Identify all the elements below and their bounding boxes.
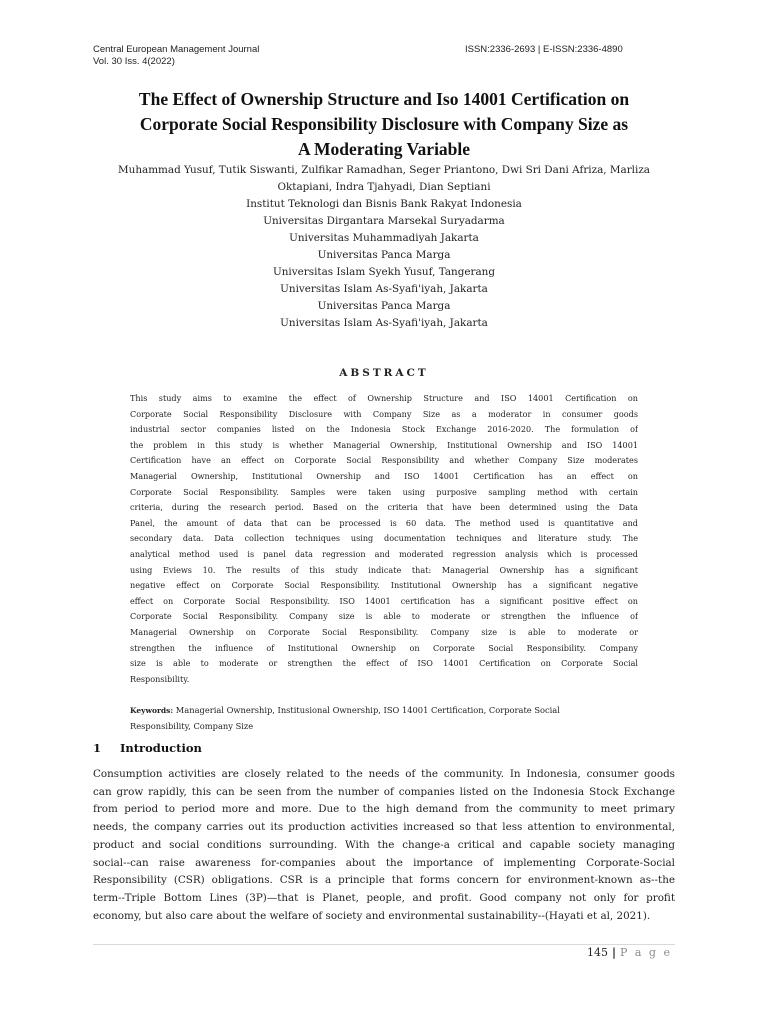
running-header-left xyxy=(93,44,259,67)
abstract-line: analytical method used is panel data regression and moderated regression analysis which is processed xyxy=(130,548,638,559)
affiliation: Universitas Panca Marga xyxy=(317,300,451,312)
affiliation: Universitas Islam As-Syafi'iyah, Jakarta xyxy=(280,317,488,329)
abstract-line: Corporate Social Responsibility Disclosure with Company Size as a moderator in consumer goods xyxy=(130,408,638,419)
abstract-body xyxy=(130,391,638,687)
affiliation: Universitas Islam As-Syafi'iyah, Jakarta xyxy=(280,283,488,295)
footer-divider xyxy=(93,944,675,945)
affiliation: Universitas Panca Marga xyxy=(317,249,451,261)
abstract-line: effect on Corporate Social Responsibility. ISO 14001 certification has a significant positive effect on xyxy=(130,595,638,606)
journal-volume: Vol. 30 Iss. 4(2022) xyxy=(93,55,175,67)
abstract-line: negative effect on Corporate Social Responsibility. Institutional Ownership has a significant negative xyxy=(130,580,638,591)
intro-line: social--can raise awareness for-companies about the importance of implementing Corporate-Social xyxy=(93,856,675,869)
intro-line: product and social conditions surrounding. With the change-a critical and capable society managing xyxy=(93,838,675,851)
author-block xyxy=(96,162,672,332)
paper-title xyxy=(60,87,708,162)
abstract-line: secondary data. Data collection techniques using documentation techniques and literature study. The xyxy=(130,533,638,544)
title-line: The Effect of Ownership Structure and Iso 14001 Certification on xyxy=(138,89,630,109)
abstract-line: Corporate Social Responsibility. Samples were taken using purposive sampling method with certain xyxy=(130,486,638,497)
journal-name: Central European Management Journal xyxy=(93,44,260,55)
affiliation: Universitas Muhammadiyah Jakarta xyxy=(289,232,479,244)
affiliation: Universitas Dirgantara Marsekal Suryadarma xyxy=(263,215,505,227)
section-number: 1 xyxy=(93,741,102,755)
intro-line: economy, but also care about the welfare of society and environmental sustainability--(Hayati et al, 2021). xyxy=(93,909,651,922)
abstract-line: using Eviews 10. The results of this study indicate that: Managerial Ownership has a significant xyxy=(130,564,638,575)
abstract-line: Corporate Social Responsibility. Company size is able to moderate or strengthen the influence of xyxy=(130,611,638,622)
section-heading xyxy=(93,741,202,755)
abstract-heading: ABSTRACT xyxy=(339,367,429,379)
abstract-line: size is able to moderate or strengthen the effect of ISO 14001 Certification on Corporate Social xyxy=(130,658,638,669)
abstract-line: Responsibility. xyxy=(130,673,190,684)
title-line: A Moderating Variable xyxy=(297,139,471,159)
footer-separator: | xyxy=(611,946,616,959)
page-footer xyxy=(587,946,672,959)
title-line: Corporate Social Responsibility Disclosure with Company Size as xyxy=(139,114,629,134)
intro-line: term--Triple Bottom Lines (3P)—that is Planet, people, and profit. Good company not only for profit xyxy=(93,891,675,904)
affiliation: Universitas Islam Syekh Yusuf, Tangerang xyxy=(272,266,496,278)
abstract-line: strengthen the influence of Institutional Ownership on Corporate Social Responsibility. Company xyxy=(130,642,638,653)
introduction-body xyxy=(93,766,675,925)
intro-line: from period to period more and more. Due to the high demand from the community to meet primary xyxy=(93,803,675,816)
abstract-line: Managerial Ownership, Institutional Ownership and ISO 14001 Certification has an effect on xyxy=(130,470,638,481)
section-title: Introduction xyxy=(120,741,202,755)
page-label: P a g e xyxy=(619,946,672,959)
keywords-label: Keywords: xyxy=(130,706,174,715)
affiliation: Institut Teknologi dan Bisnis Bank Rakyat Indonesia xyxy=(246,198,522,210)
abstract-line: industrial sector companies listed on the Indonesia Stock Exchange 2016-2020. The formulation of xyxy=(130,424,638,435)
intro-line: needs, the company carries out its production activities increased so that less attention to environmental, xyxy=(93,821,675,834)
keywords-block xyxy=(130,703,638,734)
intro-line: Responsibility (CSR) obligations. CSR is a principle that forms concern for environment-known as--the xyxy=(93,874,675,887)
abstract-line: criteria, during the research period. Based on the criteria that have been determined using the Data xyxy=(130,502,638,513)
keywords-text: Responsibility, Company Size xyxy=(130,720,254,731)
abstract-line: Certification have an effect on Corporate Social Responsibility and whether Company Size moderates xyxy=(130,455,638,466)
page-number: 145 xyxy=(586,946,608,959)
abstract-line: This study aims to examine the effect of Ownership Structure and ISO 14001 Certification on xyxy=(130,393,638,403)
journal-issn: ISSN:2336-2693 | E-ISSN:2336-4890 xyxy=(465,44,623,55)
author-list-line: Oktapiani, Indra Tjahyadi, Dian Septiani xyxy=(277,181,491,193)
abstract-line: Panel, the amount of data that can be processed is 60 data. The method used is quantitative and xyxy=(130,517,638,528)
keywords-text: Managerial Ownership, Institusional Ownership, ISO 14001 Certification, Corporate Social xyxy=(173,705,560,715)
intro-line: Consumption activities are closely related to the needs of the community. In Indonesia, consumer goods xyxy=(93,768,675,780)
author-list-line: Muhammad Yusuf, Tutik Siswanti, Zulfikar Ramadhan, Seger Priantono, Dwi Sri Dani Afriza, Marliza xyxy=(117,164,651,176)
intro-line: can grow rapidly, this can be seen from the number of companies listed on the Indonesia Stock Exchange xyxy=(93,785,675,798)
abstract-line: Managerial Ownership on Corporate Social Responsibility. Company size is able to moderate or xyxy=(130,626,638,637)
abstract-line: the problem in this study is whether Managerial Ownership, Institutional Ownership and ISO 14001 xyxy=(130,439,638,450)
